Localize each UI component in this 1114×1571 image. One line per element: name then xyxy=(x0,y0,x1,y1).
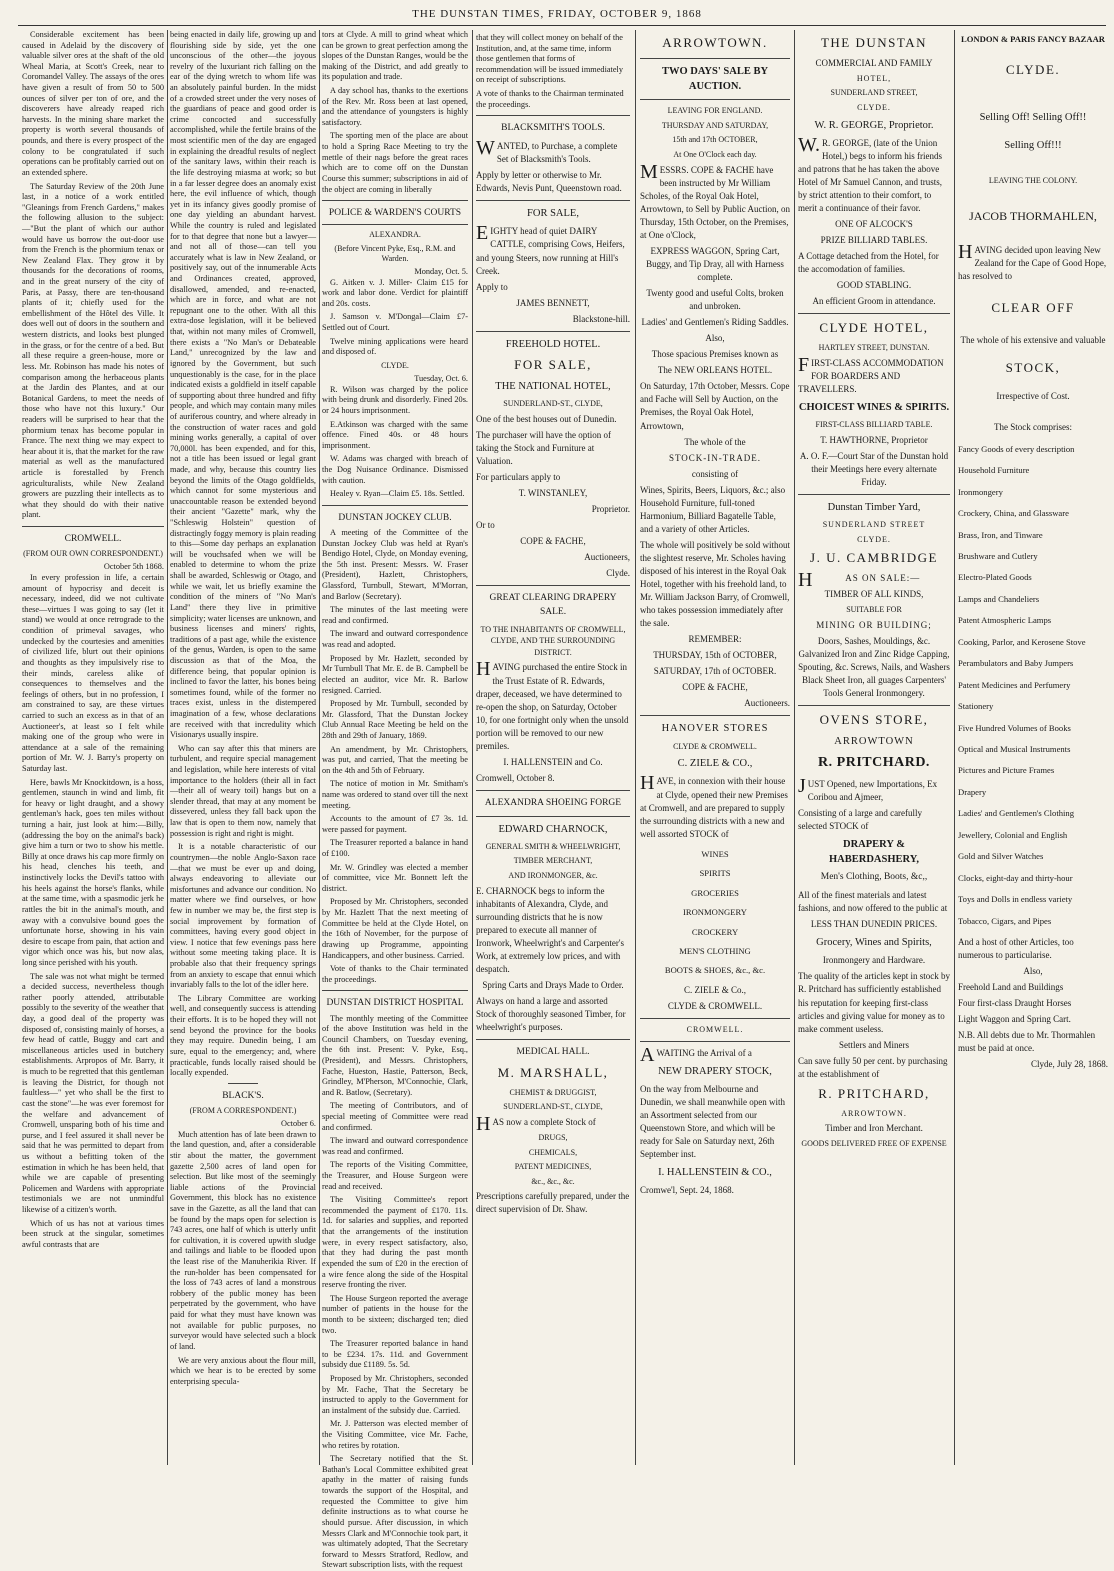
list-item: Clocks, eight-day and thirty-hour xyxy=(958,872,1073,883)
ad-text: LEAVING THE COLONY. xyxy=(988,175,1078,185)
ad-text: CLYDE & CROMWELL. xyxy=(673,741,757,751)
ad-heading: OVENS STORE, xyxy=(819,712,929,728)
list-item: Patent Atmospheric Lamps xyxy=(958,615,1052,626)
divider xyxy=(476,200,630,201)
minutes-item: The reports of the Visiting Committee, the Treasurer, and House Surgeon were read and received. xyxy=(322,1160,468,1191)
ad-heading: FOR SALE, xyxy=(527,208,579,220)
ad-text: Ironmongery and Hardware. xyxy=(822,955,926,966)
stock-list xyxy=(640,848,790,977)
ad-text: Auctioneers. xyxy=(744,698,790,709)
ad-heading: CLYDE HOTEL, xyxy=(819,320,929,336)
minutes-item: Proposed by Mr. Hazlett, seconded by Mr Turnbull That Mr. E. de B. Campbell be elected an auditor, vice Mr. R. Barlow resigned. Carried. xyxy=(322,653,468,695)
ad-text: Proprietor. xyxy=(591,503,630,514)
ad-text: THURSDAY AND SATURDAY, xyxy=(661,120,769,130)
ad-heading: NEW DRAPERY STOCK, xyxy=(658,1065,772,1077)
ad-text: TO THE INHABITANTS OF CROMWELL, CLYDE, AND THE SURROUNDING DISTRICT. xyxy=(480,624,626,657)
minutes-item: Proposed by Mr. Christophers, seconded by Mr. Hazlett That the next meeting of Committee be held at the Clyde Hotel, on the 16th of November, for the purpose of drawing up Programme, appointing Handicappers, and other business. Carried. xyxy=(322,897,468,960)
ad-heading: R. PRITCHARD, xyxy=(818,1085,930,1101)
ad-text: The Stock comprises: xyxy=(994,421,1072,432)
column-7 xyxy=(958,30,1108,1465)
ad-text: An efficient Groom in attendance. xyxy=(812,296,936,307)
ad-text: LESS THAN DUNEDIN PRICES. xyxy=(810,919,938,930)
article-paragraph: It is a notable characteristic of our countrymen—the noble Anglo-Saxon race—that we must be ever up and doing, always endeavoring to alleviate our misfortunes and advance our condition. No matter where we find ourselves, or how few in number we may be, the first step is social improvement by formation of committees, having every good object in view. I notice that few evenings pass here without some meeting taking place. It is probable also that their frequency springs from an anxiety to escape that ennui which invariably falls to the lot of the idler here. xyxy=(170,842,316,990)
section-heading: DUNSTAN JOCKEY CLUB. xyxy=(338,512,452,523)
stock-list xyxy=(958,443,1108,927)
ad-heading: Dunstan Timber Yard, xyxy=(827,502,921,514)
minutes-item: The monthly meeting of the Committee of the above Institution was held in the Council Chambers, on Tuesday evening, the 6th inst. Present: V. Pyke, Esq., (President), and Messrs. Christophers, Fache, Hueston, Hastie, Patterson, Beck, Grindley, M'Pherson, M'Connochie, Clark, and R. Batlow, (Secretary). xyxy=(322,1013,468,1097)
ad-text: Those spacious Premises known as xyxy=(651,349,779,360)
ad-text: The purchaser will have the option of taking the Stock and Furniture at Valuation. xyxy=(476,429,611,466)
divider xyxy=(640,715,790,716)
ad-text: A. O. F.—Court Star of the Dunstan hold their Meetings here every alternate Friday. xyxy=(799,450,949,487)
divider xyxy=(476,115,630,116)
list-item: Cooking, Parlor, and Kerosene Stove xyxy=(958,636,1086,647)
ad-text: AWAITING the Arrival of a xyxy=(640,1043,752,1066)
article-paragraph: Much attention has of late been drawn to the land question, and, after a considerable stir about the matter, the government gazette 2,500 acres of land open for selection. But like most of the seemingly liable actions of the Provincial Government, this block has no existence save in the Gazette, as all the land that can be found by the maps open for selection is 743 acres, one half of which is utterly unfit for cultivation, it is covered upwith sludge and tailings and liable to be flooded upon the least rise of the Manuherikia River. If the run-holder has been compensated for the loss of 743 acres of land a monstrous robbery of the public money has been perpetrated by the government, who have paid for what they must have known was not available for public purposes, no surveyor would have selected such a block of land. xyxy=(170,1129,316,1351)
ad-heading: ARROWTOWN. xyxy=(662,35,768,50)
divider xyxy=(228,1083,258,1084)
ad-text: DRUGS, xyxy=(538,1133,568,1143)
list-item: Brass, Iron, and Tinware xyxy=(958,529,1043,540)
dateline: October 6. xyxy=(280,1119,316,1129)
court-item: J. Samson v. M'Dongal—Claim £7- Settled out of Court. xyxy=(322,312,468,333)
minutes-item: Proposed by Mr. Christophers, seconded by Mr. Fache, That the Secretary be instructed to apply to the Government for an instalment of the subsidy due. Carried. xyxy=(322,1374,468,1415)
ad-heading: CROMWELL. xyxy=(686,1024,744,1034)
ad-text: consisting of xyxy=(691,468,739,479)
column-rule xyxy=(472,30,473,1465)
article-paragraph: A day school has, thanks to the exertions of the Rev. Mr. Ross been at last opened, and the attendance of youngsters is highly satisfactory. xyxy=(322,86,468,127)
ad-text: Apply by letter or otherwise to Mr. Edwards, Nevis Punt, Queenstown road. xyxy=(476,170,622,194)
list-item: Pictures and Picture Frames xyxy=(958,765,1055,776)
column-rule xyxy=(635,30,636,1465)
article-paragraph: Who can say after this that miners are turbulent, and require special management and legislation, while here interests of vital importance to the holders (their all in fact—their all of weary toil) hangs but on a slender thread, that may at any moment be dissevered, unless they fall back upon the law that is open to them now, namely that possession is right and right is might. xyxy=(170,743,316,838)
ad-text: HAVE, in connexion with their house at Clyde, opened their new Premises at Cromwell, and are prepared to supply the surrounding districts with a new and well assorted STOCK of xyxy=(640,772,788,839)
minutes-item: A meeting of the Committee of the Dunstan Jockey Club was held at Ryan's Bendigo Hotel, Clyde, on Monday evening, the 5th inst. Present: Messrs. W. Fraser (President), Hazlett, Christophers, Glassford, Turnbull, Stewart, M'Morran, and Barlow (Secretary). xyxy=(322,527,468,601)
divider xyxy=(476,816,630,817)
ad-heading: COMMERCIAL AND FAMILY xyxy=(815,57,933,68)
ad-heading: J. U. CAMBRIDGE xyxy=(810,550,938,566)
ad-text: T. HAWTHORNE, Proprietor xyxy=(820,434,928,445)
ad-heading: BLACKSMITH'S TOOLS. xyxy=(501,123,605,134)
ad-text: WANTED, to Purchase, a complete Set of Blacksmith's Tools. xyxy=(476,137,618,165)
list-item: Patent Medicines and Perfumery xyxy=(958,679,1071,690)
ad-text: Timber and Iron Merchant. xyxy=(825,1123,923,1134)
ad-text: Twenty good and useful Colts, broken and unbroken. xyxy=(646,288,784,312)
divider xyxy=(640,99,790,100)
court-item: Healey v. Ryan—Claim £5. 18s. Settled. xyxy=(330,489,465,499)
minutes-item: The meeting of Contributors, and of special meeting of Committee were read and confirmed. xyxy=(322,1101,468,1132)
ad-text: CHEMICALS, xyxy=(528,1147,578,1157)
ad-text: 15th and 17th OCTOBER, xyxy=(672,135,758,145)
ad-text: Four first-class Draught Horses xyxy=(958,998,1072,1009)
ad-text: HAVING decided upon leaving New Zealand for the Cape of Good Hope, has resolved to xyxy=(958,240,1107,281)
ad-text: HAS now a complete Stock of xyxy=(476,1112,596,1135)
divider xyxy=(640,1018,790,1019)
ad-heading: LONDON & PARIS FANCY BAZAAR xyxy=(960,34,1106,44)
ad-text: The NEW ORLEANS HOTEL. xyxy=(657,365,773,376)
minutes-item: The House Surgeon reported the average number of patients in the house for the month to be sixteen; discharged ten; died two. xyxy=(322,1293,468,1335)
court-item: W. Adams was charged with breach of the Dog Nuisance Ordinance. Dismissed with caution. xyxy=(322,454,468,485)
divider xyxy=(798,313,950,314)
ad-heading: M. MARSHALL, xyxy=(497,1064,609,1080)
minutes-item: Mr. W. Grindley was elected a member of committee, vice Mr. Bonnett left the district. xyxy=(322,862,468,893)
list-item: Jewellery, Colonial and English xyxy=(958,829,1068,840)
ad-text: SUNDERLAND STREET xyxy=(822,520,926,530)
section-subheading: (Before Vincent Pyke, Esq., R.M. and Warden. xyxy=(334,243,456,263)
ad-text: GOODS DELIVERED FREE OF EXPENSE xyxy=(801,1139,947,1149)
column-1 xyxy=(22,30,164,1465)
ad-text: AND IRONMONGER, &c. xyxy=(508,871,598,881)
ad-text: Can save fully 50 per cent. by purchasing at the establishment of xyxy=(798,1055,948,1079)
minutes-item: The Visiting Committee's report recommended the payment of £170. 11s. 1d. for salaries and supplies, and reported that the arrangements of the institution were, in every respect satisfactory, also, that they had during the past month expended the sum of £20 in the erection of a wire fence along the side of the Hospital reserve fronting the river. xyxy=(322,1195,468,1290)
dateline: October 5th 1868. xyxy=(103,562,164,572)
ad-text: Spring Carts and Drays Made to Order. xyxy=(482,979,624,990)
ad-heading: ALEXANDRA SHOEING FORGE xyxy=(484,797,622,808)
article-paragraph: The sale was not what might be termed a decided success, nevertheless though rather poorly attended, attributable possibly to the severity of the weather that day, a good deal of the property was disposed of, consisting mainly of horses, a few head of cattle, Buggy and cart and miscellaneous articles used in butchery establishments. Arpropos of Mr. Barry, it is much to be regretted that this gentleman is leaving the District, for though not faultless—" yet who shall be the first to cast the stone"—he was ever foremost for the welfare and advancement of Cromwell, unsparing both of his time and purse, and I feel assured it shall never be said that he was permitted to depart from us without a befitting token of the estimation in which he has been held, that while we are capable of presenting Policemen and Wardens with appropriate testimonials we are not unmindful likewise of a citizen's worth. xyxy=(22,971,164,1214)
ad-text: Clyde. xyxy=(606,568,630,579)
ad-text: Auctioneers, xyxy=(584,552,630,563)
ad-heading: THE DUNSTAN xyxy=(820,35,928,50)
divider xyxy=(798,705,950,706)
section-subheading: ALEXANDRA. xyxy=(369,230,421,240)
ad-text: JUST Opened, new Importations, Ex Coribou and Ajmeer, xyxy=(798,774,938,802)
ad-text: E. CHARNOCK begs to inform the inhabitants of Alexandra, Clyde, and surrounding districts that he is now prepared to execute all manner of Ironwork, Wheelwright's and Carpenter's Work, at extremely low prices, and with despatch. xyxy=(476,885,625,974)
minutes-item: The minutes of the last meeting were read and confirmed. xyxy=(322,605,468,625)
list-item: Gold and Silver Watches xyxy=(958,851,1044,862)
list-item: Crockery, China, and Glassware xyxy=(958,508,1069,519)
ad-text: COPE & FACHE, xyxy=(682,682,748,693)
ad-text: Irrespective of Cost. xyxy=(996,390,1070,401)
ad-text: LEAVING FOR ENGLAND. xyxy=(667,106,763,116)
article-paragraph: We are very anxious about the flour mill, which we hear is to be erected by some enterprising specula- xyxy=(170,1355,316,1386)
ad-text: All of the finest materials and latest fashions, and now offered to the public at xyxy=(798,890,948,914)
ad-text: SUNDERLAND-ST., CLYDE, xyxy=(503,1102,603,1112)
ad-text: MESSRS. COPE & FACHE have been instructed by Mr William Scholes, of the Royal Oak Hotel, Arrowtown, to Sell by Public Auction, on Thursday, 15th October, on the Premises, at One o'Clock, xyxy=(640,160,790,240)
ad-text: CLYDE. xyxy=(857,534,891,544)
list-item: Electro-Plated Goods xyxy=(958,572,1032,583)
ad-text: SUNDERLAND-ST., CLYDE, xyxy=(503,399,603,409)
divider xyxy=(476,790,630,791)
masthead: THE DUNSTAN TIMES, FRIDAY, OCTOBER 9, 1868 xyxy=(412,8,702,20)
ad-text: FIRST-CLASS ACCOMMODATION FOR BOARDERS AND TRAVELLERS. xyxy=(798,353,944,394)
divider xyxy=(322,224,468,225)
ad-text: MINING OR BUILDING; xyxy=(816,619,932,630)
minutes-item: Mr. J. Patterson was elected member of the Visiting Committee, vice Mr. Fache, who retires by rotation. xyxy=(322,1419,468,1450)
ad-text: REMEMBER: xyxy=(688,634,742,645)
minutes-item: Accounts to the amount of £7 3s. 1d. were passed for payment. xyxy=(322,814,468,834)
ad-text: At One O'Clock each day. xyxy=(673,150,757,160)
ad-heading: I. HALLENSTEIN & CO., xyxy=(658,1167,772,1179)
stock-item: WINES xyxy=(701,848,729,859)
minutes-item: The Treasurer reported balance in hand to be £234. 17s. 11d. and Government subsidy due £1189. 5s. 5d. xyxy=(322,1339,468,1370)
list-item: Five Hundred Volumes of Books xyxy=(958,722,1071,733)
ad-text: A Cottage detached from the Hotel, for the accomodation of families. xyxy=(798,251,939,275)
stock-item: IRONMONGERY xyxy=(683,907,747,918)
ad-text: FIRST-CLASS BILLIARD TABLE. xyxy=(815,420,933,430)
article-paragraph: being enacted in daily life, growing up and flourishing side by side, yet the one unconscious of the other—the joyous revelry of the luxuriant rich falling on the ear of the dying wretch to whom life was an absolutely painful burden. In the midst of a crowded street under the very noses of the guardians of peace and good order is crime concocted and successfully accomplished, while the fertile brains of the most scientific men of the day are engaged in explaining the dreadful results of neglect of the sanitary laws, within their reach is the life destroying miasma at work; so but in a far lesser degree does an anomaly exist here, the evil influence of which, though yet in its infancy gives goodly promise of one day yielding an abundant harvest. While the country is ruled and legislated for to that degree that none but a lawyer—and not all of those—can tell you accurately what is law in New Zealand, or positively say, out of the innumerable Acts and Ordinances created, approved, disallowed, amended, and re-enacted, which are in force, and what are not repugnant one to the other. With all this extra-dose legislation, will it be believed that, within not many miles of Cromwell, there exists a "No Man's or Debateable Land," unrecognized by the law and ignored by the Government, but such unquestionably is the case, for in the place indicated exists a goldfield in itself capable of supporting about three hundred and fifty people, and which may contain many miles of auriferous country, and where already in the construction of water races and gold mining works generally, a capital of over 70,000l. has been expended, and for this, not a title has been issued or legal grant made, and why, because this country lies beyond the limits of the Otago goldfields, which cannot for some mysterious and unaccountable reason be extended beyond their ancient "Gazette" mark, why the "Schleswig Holstein" question of distractingly foggy memory is plain reading to this—Some day perhaps an explanation will be vouchsafed when we will be enabled to determine to whom the prize shall be awarded, Schleswig or Otago, and while we wait, let us briefly examine the condition of the miners of "No Man's Land" there they live in primitive simplicity; water licenses are unknown, and business licenses and miners' rights, traditions of a past age, while the existence of the genus, Warden, is open to the same discussion as that of the Moa, the difference being, that popular opinion is inclined to favor the latter, his bones being sometimes found, while of the former no traces exist, unless in the distempered imagination of a few, whose declarations are received with that incredulity which Visionarys usually inspire. xyxy=(170,30,316,740)
ad-text: Blackstone-hill. xyxy=(572,313,630,324)
column-rule xyxy=(794,30,795,1465)
ad-heading: HANOVER STORES xyxy=(661,723,769,735)
list-item: Drapery xyxy=(958,786,987,797)
minutes-item: Proposed by Mr. Turnbull, seconded by Mr. Glassford, That the Dunstan Jockey Club Annual Race Meeting be held on the 28th and 29th of January, 1869. xyxy=(322,699,468,740)
ad-text: EIGHTY head of quiet DAIRY CATTLE, comprising Cows, Heifers, and young Steers, now running at Hill's Creek. xyxy=(476,222,625,276)
ad-text: T. WINSTANLEY, xyxy=(518,487,588,498)
ad-heading: MEDICAL HALL. xyxy=(516,1047,590,1058)
minutes-item: The Treasurer reported a balance in hand of £100. xyxy=(322,838,468,859)
ad-text: Freehold Land and Buildings xyxy=(958,982,1064,993)
ad-text: PATENT MEDICINES, xyxy=(514,1162,592,1172)
ad-text: Also, xyxy=(1023,966,1043,977)
ad-text: I. HALLENSTEIN and Co. xyxy=(503,756,603,767)
ad-heading: R. PRITCHARD. xyxy=(818,755,930,771)
court-item: E.Atkinson was charged with the same offence. Fined 40s. or 48 hours imprisonment. xyxy=(322,419,468,450)
divider xyxy=(476,1039,630,1040)
ad-text: THE NATIONAL HOTEL, xyxy=(495,380,611,392)
ad-text: Always on hand a large and assorted Stock of thoroughly seasoned Timber, for wheelwright's purposes. xyxy=(476,996,626,1033)
article-paragraph: In every profession in life, a certain amount of hypocrisy and deceit is necessary, indeed, did we not cultivate these—virtues I was going to say (let it stand) we would at once retrograde to the condition of primeval savages, who undecked by the courtesies and amenities of civilized life, blurt out their opinions and thoughts as they impulsively rise to their minds, careless alike of consequences to themselves and the feelings of others, but in no profession, I am constrained to say, are these virtues carried to such an excess as in that of an Auctioneer's, at least so I felt while making one of the group who were in attendance at a sale of the remaining portion of Mr. W. J. Barry's property on Saturday last. xyxy=(22,573,164,773)
minutes-item: The notice of motion in Mr. Smitham's name was ordered to stand over till the next meeting. xyxy=(322,779,468,810)
stock-item: MEN'S CLOTHING xyxy=(679,945,751,956)
ad-text: CLYDE & CROMWELL. xyxy=(667,1000,763,1011)
ad-text: Men's Clothing, Boots, &c,, xyxy=(820,872,928,883)
divider xyxy=(640,1041,790,1042)
ad-heading: Selling Off! Selling Off!! xyxy=(979,112,1087,124)
ad-text: Wines, Spirits, Beers, Liquors, &c.; also Household Furniture, full-toned Harmonium, Billiard Bagatelle Table, and a variety of other Articles. xyxy=(640,484,786,534)
article-paragraph: that they will collect money on behalf of the Institution, and, at the same time, inform those gentlemen that forms of recommendation will be issued immediately on receipt of subscriptions. xyxy=(476,33,624,85)
list-item: Household Furniture xyxy=(958,465,1030,476)
minutes-item: The inward and outward correspondence was read and confirmed. xyxy=(322,1136,468,1156)
stock-item: SPIRITS xyxy=(699,868,731,879)
divider xyxy=(476,331,630,332)
minutes-item: Vote of thanks to the Chair terminated the proceedings. xyxy=(322,964,468,984)
article-paragraph: Considerable excitement has been caused in Adelaid by the discovery of valuable silver ores at the shaft of the old Wheal Maria, at Scott's Creek, near to Coromandel Valley. The assays of the ores have given a result of from 50 to 500 ounces of silver per ton of ore, and the discoverers have already reaped rich harvests. In the mining share market the property is worth several thousands of pounds, and there is every prospect of the colony to be congratulated if such operations can be profitably carried out on an extended sphere. xyxy=(22,30,164,177)
ad-text: TIMBER OF ALL KINDS, xyxy=(824,589,924,600)
ad-heading: STOCK, xyxy=(1005,359,1061,375)
divider xyxy=(322,990,468,991)
column-4 xyxy=(476,30,630,1465)
ad-text: JAMES BENNETT, xyxy=(516,297,590,308)
list-item: Fancy Goods of every description xyxy=(958,443,1075,454)
ad-text: C. ZIELE & Co., xyxy=(684,984,746,995)
minutes-item: The inward and outward correspondence was read and adopted. xyxy=(322,629,468,650)
section-heading: CROMWELL. xyxy=(64,534,122,545)
divider xyxy=(798,494,950,495)
minutes-item: An amendment, by Mr. Christophers, was put, and carried, That the meeting be on the 4th and 5th of February. xyxy=(322,744,468,775)
column-5 xyxy=(640,30,790,1465)
ad-heading: Grocery, Wines and Spirits, xyxy=(816,937,932,949)
masthead-rule xyxy=(18,25,1106,26)
ad-text: Settlers and Miners xyxy=(839,1039,909,1050)
ad-text: SATURDAY, 17th of OCTOBER. xyxy=(653,666,777,677)
ad-heading: CHOICEST WINES & SPIRITS. xyxy=(798,402,950,414)
divider xyxy=(322,505,468,506)
ad-text: STOCK-IN-TRADE. xyxy=(668,452,762,463)
ad-text: EXPRESS WAGGON, Spring Cart, Buggy, and Tip Dray, all with Harness complete. xyxy=(646,245,784,283)
list-item: Stationery xyxy=(958,701,994,712)
ad-text: ARROWTOWN. xyxy=(841,1108,907,1118)
ad-heading: Selling Off!!! xyxy=(1004,139,1062,151)
court-item: Twelve mining applications were heard and disposed of. xyxy=(322,336,468,357)
ad-heading: FREEHOLD HOTEL. xyxy=(505,338,601,350)
article-paragraph: Which of us has not at various times been struck at the singular, sometimes awful contrasts that are xyxy=(22,1218,164,1249)
column-6 xyxy=(798,30,950,1465)
ad-heading: W. R. GEORGE, Proprietor. xyxy=(814,119,934,131)
column-3 xyxy=(322,30,468,1570)
list-item: Optical and Musical Instruments xyxy=(958,744,1071,755)
divider xyxy=(476,585,630,586)
ad-text: SUNDERLAND STREET, xyxy=(830,88,918,98)
ad-text: HARTLEY STREET, DUNSTAN. xyxy=(818,343,930,353)
article-paragraph: tors at Clyde. A mill to grind wheat which can be grown to great perfection among the slopes of the Dunstan Ranges, would be the making of the District, and add greatly to its population and trade. xyxy=(322,30,468,82)
ad-heading: EDWARD CHARNOCK, xyxy=(498,823,608,835)
article-paragraph: The sporting men of the place are about to hold a Spring Race Meeting to try the mettle of their nags before the great races which are to come off on the Dunstan Course this summer; subscriptions in aid of the object are coming in liberally xyxy=(322,131,468,194)
article-paragraph: The Library Committee are working well, and consequently success is attending their efforts. It is to be hoped they will not send beyond the province for the books they may require. Dunedin being, I am sure, equal to the emergency; and, where practicable, funds locally raised should be locally expended. xyxy=(170,993,316,1078)
ad-heading: C. ZIELE & CO., xyxy=(677,758,753,770)
divider xyxy=(22,526,164,527)
divider xyxy=(322,200,468,201)
column-rule xyxy=(319,30,320,1465)
section-heading: POLICE & WARDEN'S COURTS xyxy=(328,208,462,219)
ad-text: The whole of his extensive and valuable xyxy=(960,334,1106,345)
ad-text: GOOD STABLING. xyxy=(836,280,912,291)
article-paragraph: The Saturday Review of the 20th June last, in a notice of a work entitled "Gleanings from French Gardens," makes the following allusion to the subject:—"But the plant of which our author would have us borrow the out-door use from the French is the phormium tenax or New Zealand Flax. They grow it by thousands for the decorations of rooms, and in the great nursery of the city of Paris, at Passy, there are ten-thousand plants of it; chiefly used for the embellishment of the Hôtel des Ville. It does well out of doors in the southern and western districts, and looks best plunged in the grass, or for the centre of a bed. But all these require a green-house, more or less. Mr. Robinson has made his notes of comparison among the herbaceous plants at the Jardin des Plantes, and at our Botanical Gardens, to meet the needs of those who have not this luxury." Our readers will be surprised to hear that the phormium tenax has become popular in France. The next thing we may expect to hear about it is, that the market for the raw material as well as the manufactured article is forestalled by French agriculturalists, while New Zealand growers are puzzling their intellects as to what they should do with their native plant. xyxy=(22,181,164,520)
ad-text: Or to xyxy=(476,519,495,530)
ad-text: For particulars apply to xyxy=(476,471,561,482)
court-item: G. Aitken v. J. Miller- Claim £15 for work and labor done. Verdict for plaintiff and 20s. costs. xyxy=(322,277,468,308)
ad-heading: HOTEL, xyxy=(856,73,892,83)
ad-text: PRIZE BILLIARD TABLES. xyxy=(820,235,928,246)
column-rule xyxy=(167,30,168,1465)
list-item: Brushware and Cutlery xyxy=(958,550,1038,561)
stock-item: BOOTS & SHOES, &c., &c. xyxy=(664,965,766,976)
ad-heading: CLYDE. xyxy=(1005,62,1061,78)
column-rule xyxy=(954,30,955,1465)
ad-text: HAS ON SALE:— xyxy=(798,569,921,592)
ad-text: THURSDAY, 15th of OCTOBER, xyxy=(653,650,777,661)
section-byline: (FROM OUR OWN CORRESPONDENT.) xyxy=(23,549,163,559)
ad-text: Cromwell, October 8. xyxy=(476,772,555,783)
ad-text: Apply to xyxy=(476,281,508,292)
ad-text: Consisting of a large and carefully selected STOCK of xyxy=(798,807,923,831)
list-item: Lamps and Chandeliers xyxy=(958,593,1040,604)
ad-text: Ladies' and Gentlemen's Riding Saddles. xyxy=(641,317,789,328)
ad-heading: GREAT CLEARING DRAPERY SALE. xyxy=(489,593,617,617)
ad-text: One of the best houses out of Dunedin. xyxy=(476,413,617,424)
ad-text: Clyde, July 28, 1868. xyxy=(1030,1059,1108,1070)
ad-text: W.R. GEORGE, (late of the Union Hotel,) begs to inform his friends and patrons that he has taken the above Hotel of Mr Samuel Cannon, and trusts, by strict attention to their comfort, to merit a continuance of their favor. xyxy=(798,133,943,214)
list-item: Tobacco, Cigars, and Pipes xyxy=(958,915,1052,926)
ad-text: The whole of the xyxy=(684,436,746,447)
ad-text: And a host of other Articles, too numerous to particularise. xyxy=(958,937,1074,961)
ad-text: On the way from Melbourne and Dunedin, we shall meanwhile open with an Assortment selected from our Queenstown Store, and which will be ready for Sale on Saturday next, 26th September inst. xyxy=(640,1083,785,1160)
ad-text: GENERAL SMITH & WHEELWRIGHT, xyxy=(485,841,621,851)
ad-text: Also, xyxy=(705,333,725,344)
ad-text: Prescriptions carefully prepared, under the direct supervision of Dr. Shaw. xyxy=(476,1191,630,1215)
section-heading: BLACK'S. xyxy=(222,1090,264,1101)
ad-text: Light Waggon and Spring Cart. xyxy=(958,1014,1071,1025)
ad-text: CLYDE. xyxy=(857,103,891,113)
ad-text: On Saturday, 17th October, Messrs. Cope and Fache will Sell by Auction, on the Premises, the Royal Oak Hotel, Arrowtown, xyxy=(640,381,790,431)
section-byline: (FROM A CORRESPONDENT.) xyxy=(189,1105,297,1115)
court-item: R. Wilson was charged by the police with being drunk and disorderly. Fined 20s. or 24 hours imprisonment. xyxy=(322,384,468,415)
column-2 xyxy=(170,30,316,1465)
ad-text: Cromwe'l, Sept. 24, 1868. xyxy=(640,1185,734,1196)
ad-heading: TWO DAYS' SALE BY AUCTION. xyxy=(661,65,769,93)
ad-text: &c., &c., &c. xyxy=(531,1176,575,1186)
ad-text: The quality of the articles kept in stock by R. Pritchard has sufficiently established his reputation for keeping first-class articles and giving value for money as to make comment useless. xyxy=(798,971,950,1034)
list-item: Ladies' and Gentlemen's Clothing xyxy=(958,808,1074,819)
ad-text: SUITABLE FOR xyxy=(846,605,902,615)
ad-heading: ARROWTOWN xyxy=(834,736,914,748)
ad-heading: JACOB THORMAHLEN, xyxy=(969,209,1097,224)
ad-heading: FOR SALE, xyxy=(514,356,592,372)
list-item: Toys and Dolls in endless variety xyxy=(958,894,1073,905)
ad-text: COPE & FACHE, xyxy=(520,536,586,547)
section-heading: DUNSTAN DISTRICT HOSPITAL xyxy=(326,998,464,1009)
article-paragraph: A vote of thanks to the Chairman terminated the proceedings. xyxy=(476,89,624,109)
ad-text: TIMBER MERCHANT, xyxy=(513,856,593,866)
ad-text: CHEMIST & DRUGGIST, xyxy=(509,1087,597,1097)
ad-text: HAVING purchased the entire Stock in the Trust Estate of R. Edwards, draper, deceased, we have determined to re-open the shop, on Saturday, October 10, for one fortnight only when the unsold portion will be removed to our new premiles. xyxy=(476,658,629,751)
ad-text: ONE OF ALCOCK'S xyxy=(835,219,913,230)
list-item: Ironmongery xyxy=(958,486,1003,497)
dateline: Monday, Oct. 5. xyxy=(414,267,468,276)
ad-heading: DRAPERY & HABERDASHERY, xyxy=(829,838,919,866)
dateline: Tuesday, Oct. 6. xyxy=(414,374,468,384)
ad-text: Doors, Sashes, Mouldings, &c. Galvanized Iron and Zinc Ridge Capping, Spouting, &c. Screws, Nails, and Washers Black Sheet Iron, all guages Carpenters' Tools General Ironmongery. xyxy=(798,636,950,699)
minutes-item: The Secretary notified that the St. Bathan's Local Committee exhibited great apathy in the matter of raising funds towards the support of the Hospital, and requested the Committee to give him definite instructions as to what course he should pursue. After discussion, in which Messrs Clark and M'Connochie took part, it was ultimately adopted, That the Secretary forward to Messrs Stratford, Redlow, and Stewart subscription lists, with the request xyxy=(322,1454,468,1570)
list-item: Perambulators and Baby Jumpers xyxy=(958,658,1074,669)
section-subheading: CLYDE. xyxy=(381,360,409,370)
ad-heading: CLEAR OFF xyxy=(991,299,1075,315)
ad-text: N.B. All debts due to Mr. Thormahlen must be paid at once. xyxy=(958,1030,1096,1054)
ad-text: The whole will positively be sold without the slightest reserve, Mr. Scholes having disposed of his interest in the Royal Oak Hotel, together with his freehold land, to Mr. William Jackson Barry, of Cromwell, who takes possession immediately after the sale. xyxy=(640,539,790,629)
divider xyxy=(640,58,790,59)
article-paragraph: Here, bawls Mr Knockitdown, is a hoss, gentlemen, staunch in wind and limb, fit for heavy or light draught, and a showy gentleman's hack, goes ten miles without turning a hair, just look at him:—Billy, (addressing the boy on the animal's back) give him a turn or two to show his mettle. Billy at once draws his cap more firmly on his head, clenches his teeth, and instinctively locks the Devil's tattoo with his heels against the horse's flanks, while at the same time, with a spasmodic jerk he rattles the bit in the animal's mouth, and away with a convulsive bound goes the unfortunate horse, showing in his vain desire to escape from pain, that action and vigor which once was his, but now alas, long since perished with his youth. xyxy=(22,777,164,967)
stock-item: CROCKERY xyxy=(691,926,739,937)
stock-item: GROCERIES xyxy=(691,887,739,898)
